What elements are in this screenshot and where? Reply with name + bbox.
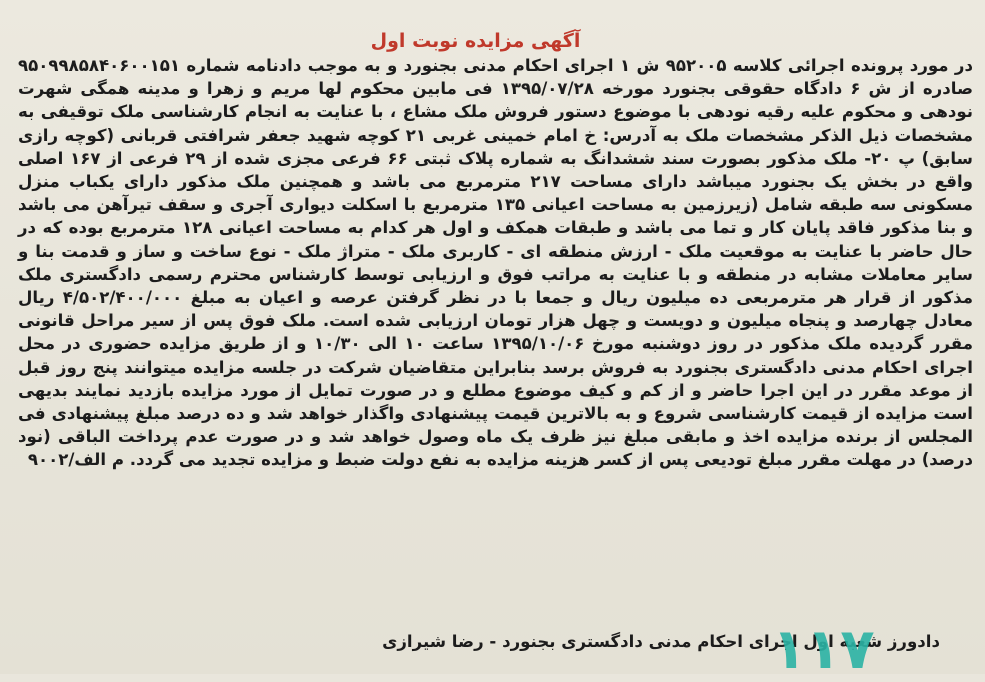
page-number-stamp: ۱۱۷	[772, 617, 875, 682]
auction-notice	[18, 28, 973, 472]
notice-title: آگهی مزایده نوبت اول	[370, 30, 581, 52]
notice-body: در مورد پرونده اجرائی کلاسه ۹۵۲۰۰۵ ش ۱ اجرای احکام مدنی بجنورد و به موجب دادنامه شماره ۹۵۰۹۹۸۵۸۴۰۶۰۰۱۵۱ صادره از ش ۶ دادگاه حقوقی بجنورد مورخه ۱۳۹۵/۰۷/۲۸ فی مابین محکوم لها مریم و زهرا و مدینه همگی شهرت نودهی و محکوم علیه رقیه نودهی با موضوع دستور فروش ملک مشاع ، با عنایت به انجام کارشناسی ملک توقیفی به مشخصات ذیل الذکر مشخصات ملک به آدرس: خ امام خمینی غربی ۲۱ کوچه شهید جعفر شرافتی قربانی (کوچه رازی سابق) پ ۲۰- ملک مذکور بصورت سند ششدانگ به شماره پلاک ثبتی ۶۶ فرعی مجزی شده از ۲۹ فرعی از ۱۶۷ اصلی واقع در بخش یک بجنورد میباشد دارای مساحت ۲۱۷ مترمربع می باشد و همچنین ملک مذکور دارای یکباب منزل مسکونی سه طبقه شامل (زیرزمین به مساحت اعیانی ۱۳۵ مترمربع با اسکلت دیواری آجری و سقف تیرآهن می باشد و بنا مذکور فاقد پایان کار و تما می باشد و طبقات همکف و اول هر کدام به مساحت اعیانی ۱۲۸ مترمربع بوده که در حال حاضر با عنایت به موقعیت ملک - ارزش منطقه ای - کاربری ملک - متراژ ملک - نوع ساخت و ساز و قدمت بنا و سایر معاملات مشابه در منطقه و با عنایت به مراتب فوق و ارزیابی توسط کارشناس محترم رسمی دادگستری ملک مذکور از قرار هر مترمربعی ده میلیون ریال و جمعا با در نظر گرفتن عرصه و اعیان به مبلغ ۴/۵۰۲/۴۰۰/۰۰۰ ریال معادل چهارصد و پنجاه میلیون و دویست و چهل هزار تومان ارزیابی شده است. ملک فوق پس از سیر مراحل قانونی مقرر گردیده ملک مذکور در روز دوشنبه مورخ ۱۳۹۵/۱۰/۰۶ ساعت ۱۰ الی ۱۰/۳۰ و از طریق مزایده حضوری در محل اجرای احکام مدنی دادگستری بجنورد به فروش برسد بنابراین متقاضیان شرکت در جلسه مزایده میتوانند پنج روز قبل از موعد مقرر در این اجرا حاضر و از کم و کیف موضوع مطلع و در صورت تمایل از مورد مزایده بازدید نمایند بدیهی است مزایده از قیمت کارشناسی شروع و به بالاترین قیمت پیشنهادی واگذار خواهد شد و ده درصد مبلغ پیشنهادی فی المجلس از برنده مزایده اخذ و مابقی مبلغ نیز ظرف یک ماه وصول خواهد شد و در صورت عدم پرداخت الباقی (نود درصد) در مهلت مقرر مبلغ تودیعی پس از کسر هزینه مزایده به نفع دولت ضبط و مزایده تجدید می گردد. م الف/۹۰۰۲	[18, 56, 973, 470]
notice-signature: دادورز شعبه اول اجرای احکام مدنی دادگستری بجنورد - رضا شیرازی	[382, 632, 940, 651]
